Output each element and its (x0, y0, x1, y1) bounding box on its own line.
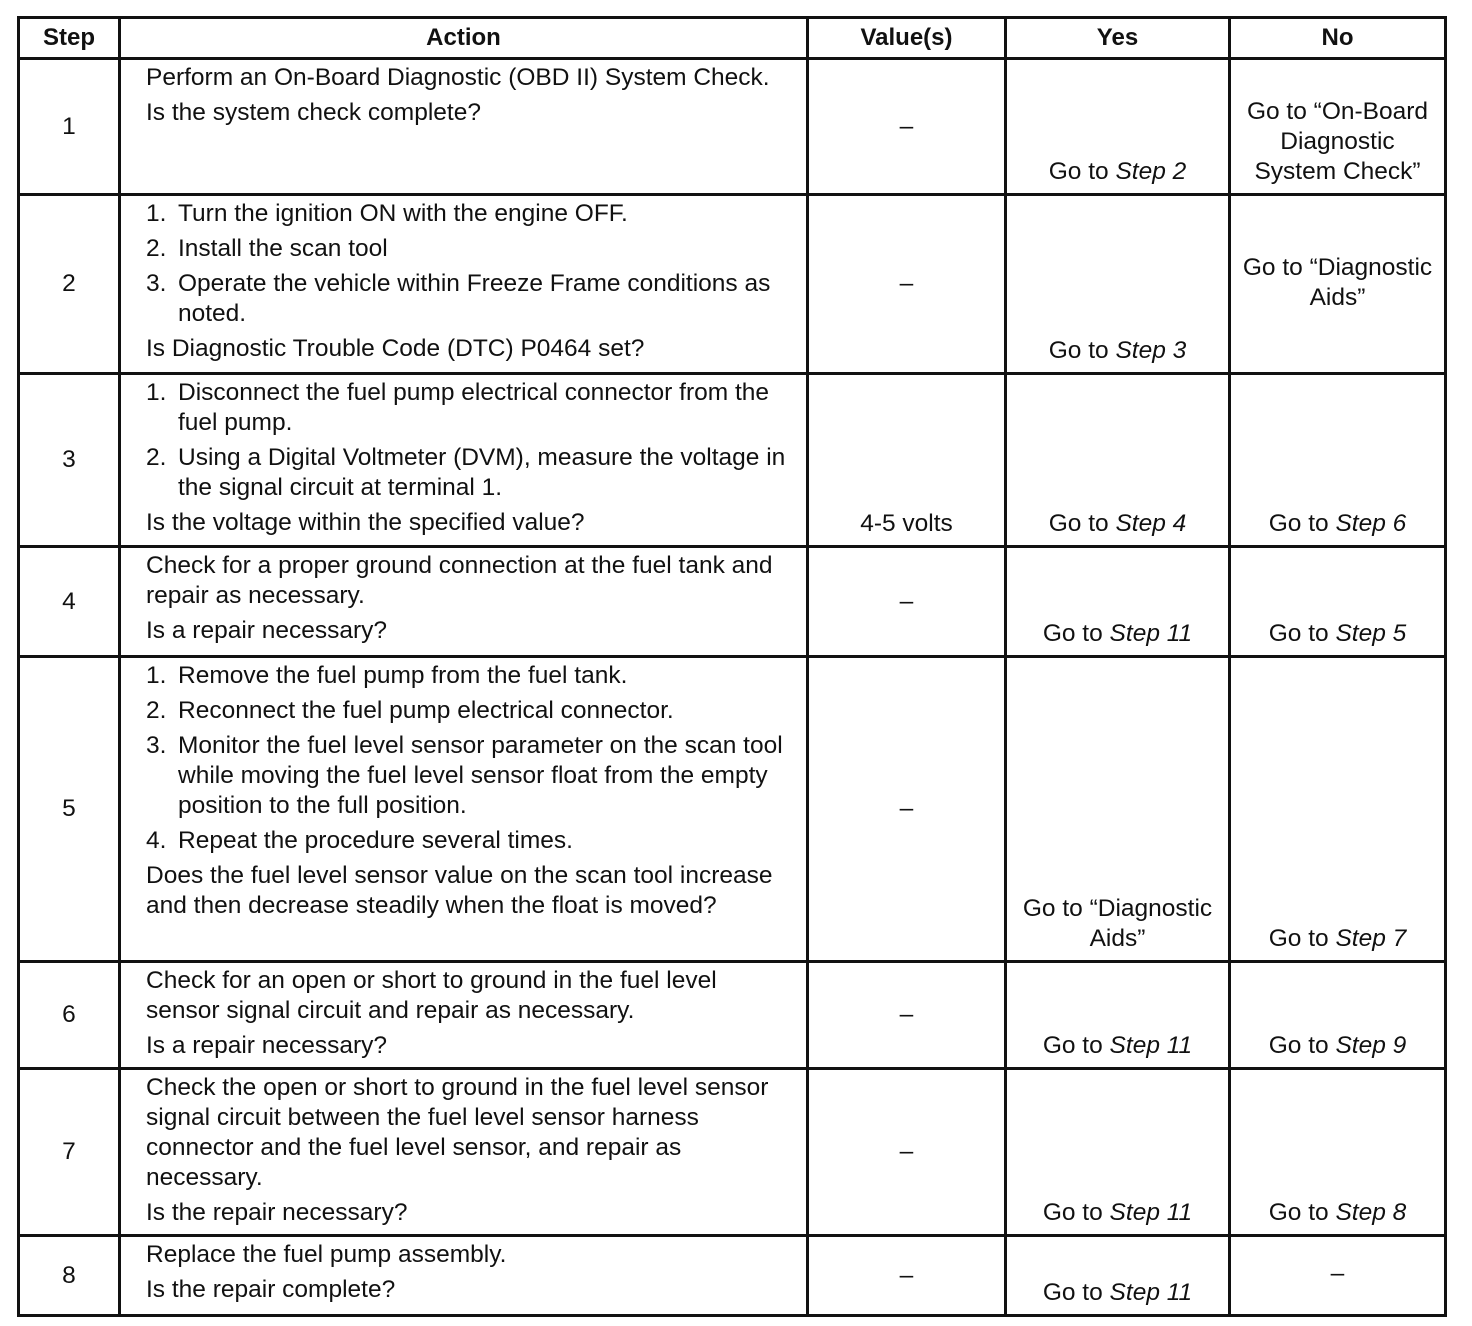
no-cell (1230, 59, 1446, 195)
header-no: No (1230, 18, 1446, 59)
table-body (19, 59, 1446, 1316)
no-step-ref: Step 9 (1335, 1032, 1407, 1059)
yes-text: Go to (1042, 1199, 1110, 1226)
table-row (19, 59, 1446, 195)
table-row (19, 1069, 1446, 1236)
action-question: Is a repair necessary? (146, 1032, 388, 1059)
yes-cell (1006, 195, 1230, 374)
yes-step-ref: Step 11 (1109, 1279, 1193, 1306)
step-number: 6 (19, 962, 120, 1069)
no-cell (1230, 374, 1446, 547)
no-cell (1230, 962, 1446, 1069)
table-row (19, 962, 1446, 1069)
no-text: Go to (1268, 925, 1336, 952)
yes-cell (1006, 374, 1230, 547)
action-list-item (146, 696, 796, 726)
header-yes: Yes (1006, 18, 1230, 59)
value-text: – (899, 112, 914, 140)
action-paragraph: Perform an On-Board Diagnostic (OBD II) System Check. (146, 64, 770, 91)
no-text: Go to (1268, 1199, 1336, 1226)
table-row (19, 1236, 1446, 1316)
header-row (19, 18, 1446, 59)
value-cell (808, 657, 1006, 962)
yes-step-ref: Step 11 (1109, 1199, 1193, 1226)
list-item-number: 1. (146, 379, 167, 406)
value-cell (808, 1069, 1006, 1236)
action-cell (120, 59, 808, 195)
no-cell (1230, 1069, 1446, 1236)
yes-text: Go to (1042, 1032, 1110, 1059)
table-row (19, 657, 1446, 962)
yes-step-ref: Step 2 (1115, 158, 1187, 185)
value-text: – (899, 1261, 914, 1289)
no-text: Go to “On-Board Diagnostic System Check” (1246, 98, 1429, 185)
yes-text: Go to (1048, 337, 1116, 364)
yes-cell (1006, 1069, 1230, 1236)
action-list-item (146, 378, 796, 438)
list-item-text: Using a Digital Voltmeter (DVM), measure the voltage in the signal circuit at terminal 1. (178, 444, 786, 501)
action-paragraph: Check the open or short to ground in the fuel level sensor signal circuit between the fuel level sensor harness connector and the fuel level sensor, and repair as necessary. (146, 1074, 769, 1191)
yes-step-ref: Step 11 (1109, 620, 1193, 647)
no-cell (1230, 195, 1446, 374)
list-item-text: Disconnect the fuel pump electrical connector from the fuel pump. (178, 379, 770, 436)
action-list-item (146, 199, 796, 229)
list-item-text: Remove the fuel pump from the fuel tank. (178, 662, 628, 689)
no-text: Go to “Diagnostic Aids” (1242, 253, 1433, 311)
yes-cell (1006, 547, 1230, 657)
yes-text: Go to (1048, 510, 1116, 537)
no-cell (1230, 1236, 1446, 1316)
action-list-item (146, 443, 796, 503)
action-question: Is the repair necessary? (146, 1199, 408, 1226)
step-number: 7 (19, 1069, 120, 1236)
no-text: Go to (1268, 620, 1336, 647)
action-list-item (146, 731, 796, 821)
action-paragraph: Replace the fuel pump assembly. (146, 1241, 507, 1268)
no-text: Go to (1268, 1032, 1336, 1059)
value-text: – (899, 270, 914, 297)
yes-text: Go to (1042, 1279, 1110, 1306)
value-cell (808, 547, 1006, 657)
yes-step-ref: Step 11 (1109, 1032, 1193, 1059)
action-cell (120, 962, 808, 1069)
list-item-text: Install the scan tool (178, 235, 388, 262)
action-question: Is the repair complete? (146, 1276, 396, 1303)
no-step-ref: Step 6 (1335, 510, 1407, 537)
value-text: – (899, 1138, 914, 1165)
header-step: Step (19, 18, 120, 59)
list-item-number: 1. (146, 662, 167, 689)
header-action: Action (120, 18, 808, 59)
action-question: Is Diagnostic Trouble Code (DTC) P0464 set? (146, 335, 645, 362)
list-item-text: Turn the ignition ON with the engine OFF. (178, 200, 628, 227)
list-item-number: 4. (146, 827, 167, 854)
action-question: Is the voltage within the specified value? (146, 509, 585, 536)
yes-cell (1006, 962, 1230, 1069)
step-number: 8 (19, 1236, 120, 1316)
action-list-item (146, 661, 796, 691)
list-item-number: 2. (146, 444, 167, 471)
value-cell (808, 195, 1006, 374)
yes-step-ref: Step 4 (1115, 510, 1187, 537)
list-item-number: 2. (146, 697, 167, 724)
diagnostic-table (17, 16, 1447, 1317)
no-step-ref: Step 8 (1335, 1199, 1407, 1226)
value-text: – (899, 587, 914, 615)
value-text: – (899, 795, 914, 822)
yes-text: Go to (1042, 620, 1110, 647)
table-row (19, 547, 1446, 657)
action-cell (120, 1236, 808, 1316)
yes-step-ref: Step 3 (1115, 337, 1187, 364)
action-question: Is a repair necessary? (146, 617, 388, 644)
value-cell (808, 1236, 1006, 1316)
list-item-number: 2. (146, 235, 167, 262)
action-list-item (146, 826, 796, 856)
list-item-number: 3. (146, 732, 167, 759)
action-list-item (146, 269, 796, 329)
list-item-text: Operate the vehicle within Freeze Frame conditions as noted. (178, 270, 771, 327)
list-item-text: Monitor the fuel level sensor parameter on the scan tool while moving the fuel level sensor float from the empty position to the full position. (178, 732, 783, 819)
action-paragraph: Check for a proper ground connection at the fuel tank and repair as necessary. (146, 552, 773, 609)
value-cell (808, 374, 1006, 547)
action-cell (120, 1069, 808, 1236)
action-cell (120, 195, 808, 374)
list-item-text: Repeat the procedure several times. (178, 827, 573, 854)
step-number: 1 (19, 59, 120, 195)
action-paragraph: Check for an open or short to ground in the fuel level sensor signal circuit and repair as necessary. (146, 967, 717, 1024)
step-number: 4 (19, 547, 120, 657)
no-cell (1230, 547, 1446, 657)
action-question: Does the fuel level sensor value on the scan tool increase and then decrease steadily when the float is moved? (146, 862, 773, 919)
no-cell (1230, 657, 1446, 962)
no-text: – (1330, 1260, 1345, 1287)
action-question: Is the system check complete? (146, 99, 481, 126)
step-number: 3 (19, 374, 120, 547)
yes-text: Go to (1048, 158, 1116, 185)
list-item-number: 1. (146, 200, 167, 227)
step-number: 2 (19, 195, 120, 374)
no-text: Go to (1268, 510, 1336, 537)
action-list-item (146, 234, 796, 264)
header-values: Value(s) (808, 18, 1006, 59)
action-cell (120, 657, 808, 962)
value-cell (808, 962, 1006, 1069)
yes-cell (1006, 59, 1230, 195)
yes-text: Go to “Diagnostic Aids” (1022, 895, 1213, 952)
yes-cell (1006, 657, 1230, 962)
table-row (19, 195, 1446, 374)
value-text: – (899, 1001, 914, 1028)
list-item-number: 3. (146, 270, 167, 297)
list-item-text: Reconnect the fuel pump electrical connector. (178, 697, 674, 724)
value-cell (808, 59, 1006, 195)
value-text: 4-5 volts (860, 510, 953, 537)
action-cell (120, 374, 808, 547)
no-step-ref: Step 5 (1335, 620, 1407, 647)
table-row (19, 374, 1446, 547)
step-number: 5 (19, 657, 120, 962)
no-step-ref: Step 7 (1335, 925, 1407, 952)
yes-cell (1006, 1236, 1230, 1316)
action-cell (120, 547, 808, 657)
